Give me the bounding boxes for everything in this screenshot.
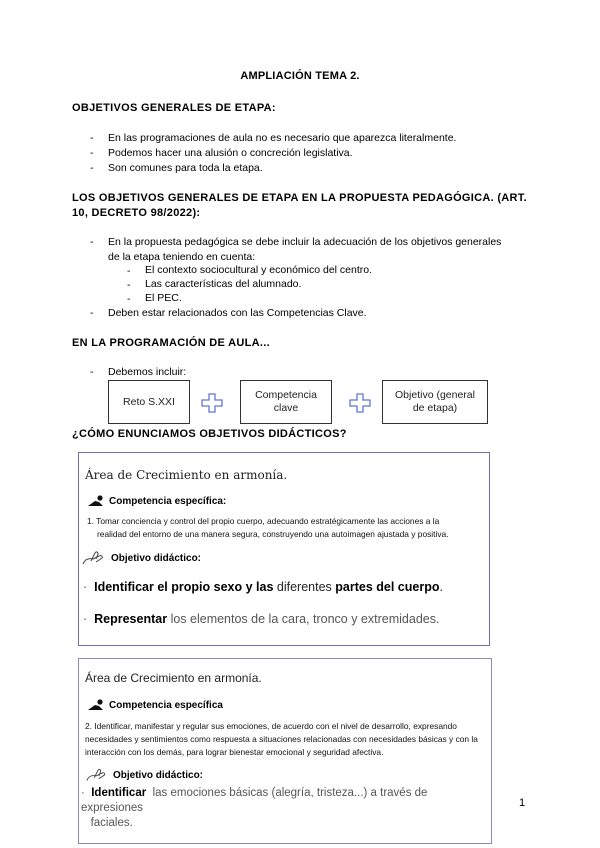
plus-icon <box>349 393 371 413</box>
bullet-dash: - <box>90 236 94 248</box>
objective-text: faciales. <box>90 817 133 829</box>
objective-bold-text: partes del cuerpo <box>335 580 440 594</box>
competence-row <box>87 495 226 507</box>
objective-text: las emociones básicas (alegría, tristeza...) a través de expresiones <box>81 787 428 814</box>
objective-verb: Identificar <box>94 580 154 594</box>
list-item: Podemos hacer una alusión o concreción legislativa. <box>108 147 353 159</box>
objective-text-end: . <box>439 580 443 594</box>
competence-row <box>87 699 223 711</box>
box-objetivo-line1: Objetivo (general <box>395 389 475 401</box>
objective-item-1: · Identificar el propio sexo y las diferentes partes del cuerpo. <box>83 580 443 594</box>
section-heading-propuesta-line2: 10, DECRETO 98/2022): <box>72 207 201 219</box>
section-heading-programacion: EN LA PROGRAMACIÓN DE AULA... <box>72 337 270 349</box>
section-heading-objetivos-didacticos: ¿CÓMO ENUNCIAMOS OBJETIVOS DIDÁCTICOS? <box>72 428 347 440</box>
sub-bullet-dash: - <box>127 265 131 277</box>
example-area-title: Área de Crecimiento en armonía. <box>85 671 262 685</box>
example-card-1 <box>78 452 490 646</box>
objective-text: los elementos de la cara, tronco y extremidades. <box>170 612 440 626</box>
example-card-2 <box>78 658 492 844</box>
list-item-line1: En la propuesta pedagógica se debe incluir la adecuación de los objetivos generales <box>108 236 502 248</box>
competence-text-line3: interacción con los demás, para lograr bienestar emocional y seguridad afectiva. <box>85 747 384 757</box>
competence-label: Competencia específica <box>109 699 223 711</box>
objective-row <box>81 550 201 566</box>
box-objetivo <box>382 380 488 424</box>
list-item: Son comunes para toda la etapa. <box>108 162 263 174</box>
competence-text-line1: 1. Tomar conciencia y control del propio cuerpo, adecuando estratégicamente las acciones a la <box>87 516 440 526</box>
objective-label: Objetivo didáctico: <box>111 552 202 564</box>
objective-label: Objetivo didáctico: <box>113 769 204 781</box>
objective-bold-text: sexo y las <box>213 580 274 594</box>
objective-text: diferentes <box>276 580 332 594</box>
competence-label: Competencia específica: <box>109 495 227 507</box>
list-item: En las programaciones de aula no es necesario que aparezca literalmente. <box>108 132 457 144</box>
sub-bullet-dash: - <box>127 279 131 291</box>
person-icon <box>87 699 105 711</box>
sub-list-item: El PEC. <box>145 292 182 304</box>
objective-item-1: · Identificar las emociones básicas (alegría, tristeza...) a través de expresiones faciales. <box>81 787 428 829</box>
box-objetivo-line2: de etapa) <box>412 402 458 414</box>
sub-bullet-dash: - <box>127 293 131 305</box>
bullet-dash: - <box>90 307 94 319</box>
example-area-title: Área de Crecimiento en armonía. <box>85 468 288 482</box>
hand-icon <box>81 550 107 566</box>
box-competencia-line2: clave <box>273 402 299 414</box>
box-competencia <box>240 380 332 424</box>
section-heading-propuesta-line1: LOS OBJETIVOS GENERALES DE ETAPA EN LA PROPUESTA PEDAGÓGICA. (ART. <box>72 192 527 204</box>
bullet-dash: - <box>90 147 94 159</box>
page-number: 1 <box>519 797 526 809</box>
box-competencia-line1: Competencia <box>255 389 317 401</box>
objective-item-2: · Representar los elementos de la cara, tronco y extremidades. <box>83 612 440 626</box>
box-reto <box>108 380 190 424</box>
bullet-dash: - <box>90 162 94 174</box>
competence-text-line1: 2. Identificar, manifestar y regular sus emociones, de acuerdo con el nivel de desarrollo, expresando <box>85 721 457 731</box>
person-icon <box>87 495 105 507</box>
bullet-dash: - <box>90 132 94 144</box>
sub-list-item: El contexto sociocultural y económico del centro. <box>145 264 373 276</box>
box-reto-label: Reto S.XXI <box>123 395 175 408</box>
objective-verb: Representar <box>94 612 168 626</box>
bullet-dash: - <box>90 366 94 378</box>
objective-text: el propio <box>157 580 211 594</box>
sub-list-item: Las características del alumnado. <box>145 278 302 290</box>
list-item: Deben estar relacionados con las Competencias Clave. <box>108 307 367 319</box>
page-title: AMPLIACIÓN TEMA 2. <box>240 70 360 82</box>
plus-icon <box>201 393 223 413</box>
section-heading-objetivos-generales: OBJETIVOS GENERALES DE ETAPA: <box>72 102 276 114</box>
competence-text-line2: realidad del entorno de una manera segura, construyendo una autoimagen ajustada y positiva. <box>97 529 449 539</box>
list-item: Debemos incluir: <box>108 366 187 378</box>
objective-verb: Identificar <box>91 787 147 799</box>
competence-text-line2: necesidades y sentimientos como respuesta a situaciones relacionadas con necesidades básicas y con la <box>85 734 478 744</box>
list-item-line2: de la etapa teniendo en cuenta: <box>108 251 256 263</box>
hand-icon <box>85 767 109 783</box>
objective-row <box>85 767 203 783</box>
